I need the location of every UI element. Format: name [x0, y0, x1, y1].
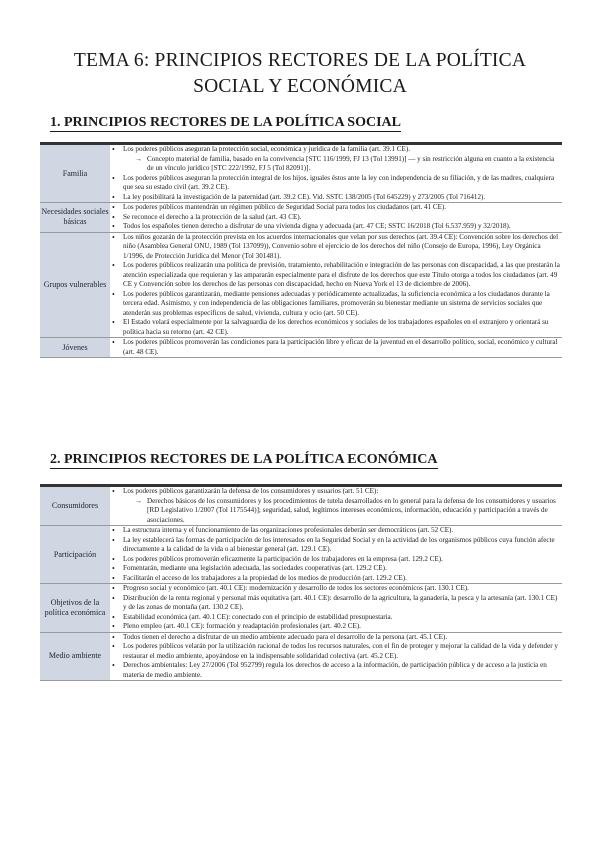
list-item: • Pleno empleo (art. 40.1 CE): formación y readaptación profesionales (art. 40.2 CE). — [110, 622, 562, 632]
list-item: • Derechos ambientales: Ley 27/2006 (Tol 952799) regula los derechos de acceso a la información, de participación pública y de acceso a la justicia en materia de medio ambiente. — [110, 661, 562, 680]
list-item: • Los niños gozarán de la protección prevista en los acuerdos internacionales que velan por sus derechos (art. 39.4 CE): Convención sobre los derechos del niño (Asamblea General ONU, 1989 (Tol 137099)), Convenio sobre el ejercicio de los derechos del niño (Consejo de Europa, 1996), Ley Orgánica 1/1996, de Protección Jurídica del Menor (Tol 301481). — [110, 233, 562, 262]
list-item: • Los poderes públicos promoverán eficazmente la participación de los trabajadores en la empresa (art. 129.2 CE). — [110, 555, 562, 565]
table-row — [40, 526, 562, 584]
row-content — [110, 338, 562, 358]
title-line-1: TEMA 6: PRINCIPIOS RECTORES DE LA POLÍTICA — [73, 50, 527, 71]
list-item: • Distribución de la renta regional y personal más equitativa (art. 40.1 CE): desarrollo de la agricultura, la ganadería, la pesca y la artesanía (art. 130.1 CE) y de las zonas de montaña (art. 130.2 CE). — [110, 594, 562, 613]
list-item: • Los poderes públicos velarán por la utilización racional de todos los recursos naturales, con el fin de proteger y mejorar la calidad de la vida y defender y restaurar el medio ambiente, apoyándose en la indispensable solidaridad colectiva (art. 45.2 CE). — [110, 642, 562, 661]
list-item: • La estructura interna y el funcionamiento de las organizaciones profesionales deberán ser democráticos (art. 52 CE). — [110, 526, 562, 536]
list-item: • Los poderes públicos promoverán las condiciones para la participación libre y eficaz de la juventud en el desarrollo político, social, económico y cultural (art. 48 CE). — [110, 338, 562, 357]
list-item: • Se reconoce el derecho a la protección de la salud (art. 43 CE). — [110, 213, 562, 223]
row-category: Jóvenes — [40, 338, 110, 358]
list-item: • Progreso social y económico (art. 40.1 CE): modernización y desarrollo de todos los sectores económicos (art. 130.1 CE). — [110, 584, 562, 594]
list-item: • La ley establecerá las formas de participación de los interesados en la Seguridad Social y en la actividad de los organismos públicos cuya función afecte directamente a la calidad de la vida o al bienestar general (art. 129.1 CE). — [110, 536, 562, 555]
section-heading-economic: 2. PRINCIPIOS RECTORES DE LA POLÍTICA ECONÓMICA — [50, 452, 438, 467]
list-item: • Los poderes públicos aseguran la protección integral de los hijos, iguales éstos ante la ley con independencia de su filiación, y de las madres, cualquiera que sea su estado civil (art. 39.2 CE). — [110, 174, 562, 193]
document-title — [30, 48, 570, 100]
table-row — [40, 203, 562, 233]
sub-list-item: → Concepto material de familia, basado en la convivencia [STC 116/1999, FJ 13 (Tol 13991)] — y sin restricción alguna en cuanto a la existencia de un vínculo jurídico [STC 222/1992, FJ 5 (Tol 82091)]. — [123, 155, 562, 174]
row-content — [110, 232, 562, 338]
row-category: Medio ambiente — [40, 632, 110, 681]
row-content — [110, 526, 562, 584]
row-category: Necesidades sociales básicas — [40, 203, 110, 233]
row-content — [110, 144, 562, 203]
row-content — [110, 584, 562, 633]
list-item: • La ley posibilitará la investigación de la paternidad (art. 39.2 CE). Vid. SSTC 138/2005 (Tol 645229) y 273/2005 (Tol 716412). — [110, 193, 562, 203]
row-category: Participación — [40, 526, 110, 584]
title-line-2: SOCIAL Y ECONÓMICA — [193, 76, 407, 97]
list-item: • Los poderes públicos garantizarán la defensa de los consumidores y usuarios (art. 51 CE): → Derechos básicos de los consumidores y los procedimientos de tutela desarrollados en lo general para la defensa de los consumidores y usuarios [RD Legislativo 1/2007 (Tol 1175544)]; seguridad, salud, legítimos intereses económicos, información, educación y participación a través de asociaciones. — [110, 487, 562, 525]
row-content — [110, 486, 562, 526]
list-item: • Todos tienen el derecho a disfrutar de un medio ambiente adecuado para el desarrollo de la persona (art. 45.1 CE). — [110, 633, 562, 643]
list-item: • Los poderes públicos garantizarán, mediante pensiones adecuadas y periódicamente actualizadas, la suficiencia económica a los ciudadanos durante la tercera edad. Asimismo, y con independencia de las obligaciones familiares, promoverán su bienestar mediante un sistema de servicios sociales que atenderán sus problemas específicos de salud, vivienda, cultura y ocio (art. 50 CE). — [110, 290, 562, 319]
list-item: • Los poderes públicos mantendrán un régimen público de Seguridad Social para todos los ciudadanos (art. 41 CE). — [110, 203, 562, 213]
row-content — [110, 632, 562, 681]
row-category: Grupos vulnerables — [40, 232, 110, 338]
sub-list-item: → Derechos básicos de los consumidores y los procedimientos de tutela desarrollados en lo general para la defensa de los consumidores y usuarios [RD Legislativo 1/2007 (Tol 1175544)]; seguridad, salud, legítimos intereses económicos, información, educación y participación a través de asociaciones. — [123, 497, 562, 526]
list-item: • Todos los españoles tienen derecho a disfrutar de una vivienda digna y adecuada (art. 47 CE; SSTC 16/2018 (Tol 6.537.959) y 32/2018). — [110, 222, 562, 232]
social-principles-table — [40, 142, 562, 358]
table-row — [40, 632, 562, 681]
list-item: • Estabilidad económica (art. 40.1 CE): conectado con el principio de estabilidad presupuestaria. — [110, 613, 562, 623]
list-item: • Los poderes públicos realizarán una política de previsión, tratamiento, rehabilitación e integración de las personas con discapacidad, a las que prestarán la atención especializada que requieran y las ampararán especialmente para el disfrute de los derechos que este Título otorga a todos los ciudadanos (art. 49 CE y Convención sobre los derechos de las personas con discapacidad, hecho en Nueva York el 13 de diciembre de 2006). — [110, 261, 562, 290]
row-category: Consumidores — [40, 486, 110, 526]
list-item: • Facilitarán el acceso de los trabajadores a la propiedad de los medios de producción (art. 129.2 CE). — [110, 574, 562, 584]
row-content — [110, 203, 562, 233]
section-heading-social: 1. PRINCIPIOS RECTORES DE LA POLÍTICA SOCIAL — [50, 115, 401, 130]
economic-principles-table — [40, 484, 562, 681]
list-item: • Los poderes públicos aseguran la protección social, económica y jurídica de la familia (art. 39.1 CE). → Concepto material de familia, basado en la convivencia [STC 116/1999, FJ 13 (Tol 13991)] — y sin restricción alguna en cuanto a la existencia de un vínculo jurídico [STC 222/1992, FJ 5 (Tol 82091)]. — [110, 145, 562, 174]
table-row — [40, 486, 562, 526]
row-category: Familia — [40, 144, 110, 203]
list-item: • El Estado velará especialmente por la salvaguardia de los derechos económicos y sociales de los trabajadores españoles en el extranjero y orientará su política hacia su retorno (art. 42 CE). — [110, 318, 562, 337]
table-row — [40, 144, 562, 203]
list-item: • Fomentarán, mediante una legislación adecuada, las sociedades cooperativas (art. 129.2 CE). — [110, 564, 562, 574]
table-row — [40, 584, 562, 633]
row-category: Objetivos de la política económica — [40, 584, 110, 633]
table-row — [40, 232, 562, 338]
table-row — [40, 338, 562, 358]
